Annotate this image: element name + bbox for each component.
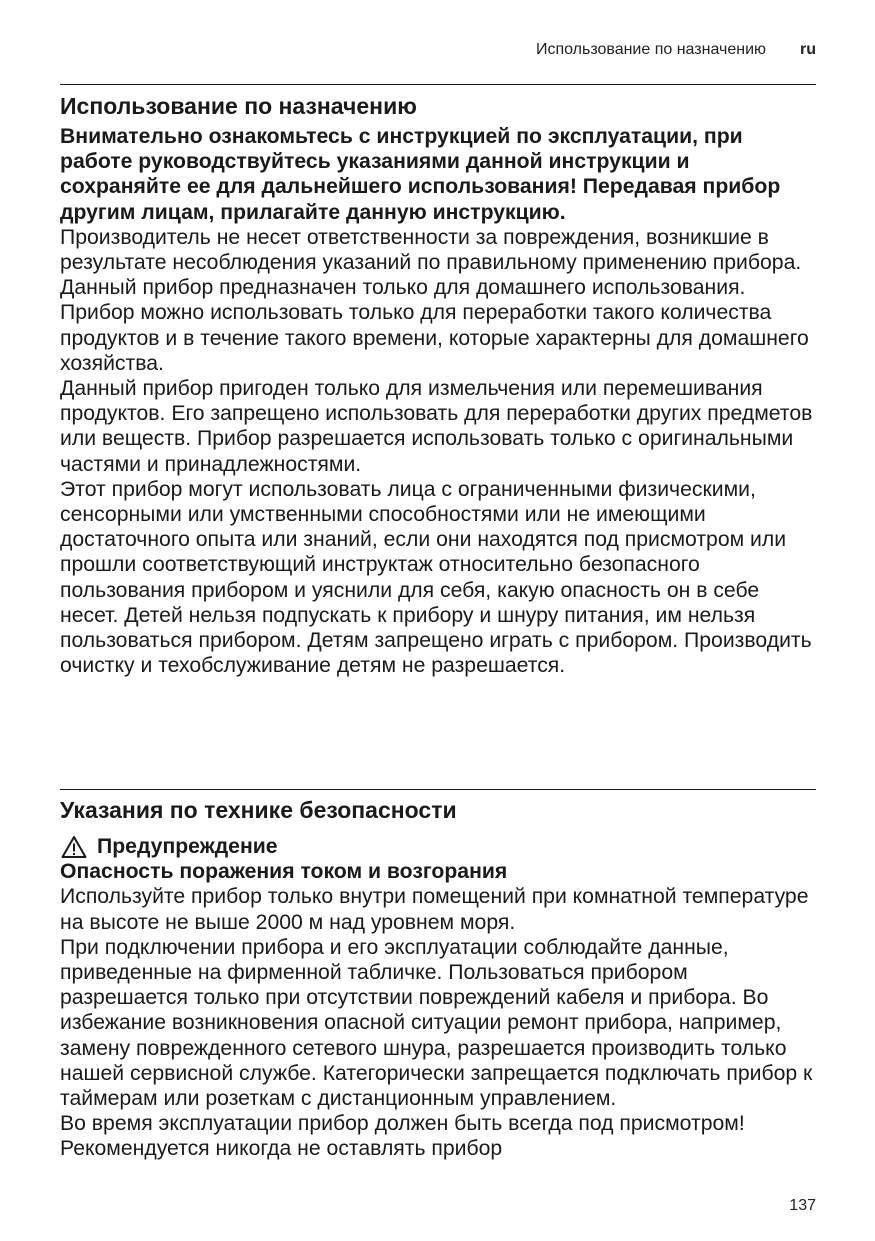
paragraph-liability: Производитель не несет ответственности за повреждения, возникшие в результате несоблюдения указаний по правильному применению прибора.	[60, 225, 802, 275]
running-header	[536, 40, 816, 60]
section-heading-safety: Указания по технике безопасности	[60, 797, 457, 823]
running-header-title: Использование по назначению	[535, 41, 766, 58]
intended-use-body	[60, 124, 816, 678]
paragraph-supervision: Во время эксплуатации прибор должен быть всегда под присмотром! Рекомендуется никогда не оставлять прибор	[60, 1112, 745, 1161]
paragraph-restricted-users: Этот прибор могут использовать лица с ограниченными физическими, сенсорными или умственными способностями или не имеющими достаточного опыта или знаний, если они находятся под присмотром или прошли соответствующий инструктаж относительно безопасного пользования прибором и уяснили для себя, какую опасность он в себе несет. Детей нельзя подпускать к прибору и шнуру питания, им нельзя пользоваться прибором. Детям запрещено играть с прибором. Производить очистку и техобслуживание детям не разрешается.	[60, 477, 812, 678]
bold-intro-paragraph: Внимательно ознакомьтесь с инструкцией по эксплуатации, при работе руководствуйтесь указаниями данной инструкции и сохраняйте ее для дальнейшего использования! Передавая прибор другим лицам, прилагайте данную инструкцию.	[60, 125, 781, 224]
paragraph-indoor-use: Используйте прибор только внутри помещений при комнатной температуре на высоте не выше 2000 м над уровнем моря.	[60, 885, 809, 934]
section-heading-intended-use: Использование по назначению	[60, 93, 417, 119]
warning-line	[60, 834, 816, 859]
safety-body	[60, 834, 816, 1162]
paragraph-connection: При подключении прибора и его эксплуатации соблюдайте данные, приведенные на фирменной табличке. Пользоваться прибором разрешается только при отсутствии повреждений кабеля и прибора. Во избежание возникновения опасной ситуации ремонт прибора, например, замену поврежденного сетевого шнура, разрешается производить только нашей сервисной службе. Категорически запрещается подключать прибор к таймерам или розеткам с дистанционным управлением.	[60, 935, 813, 1111]
paragraph-purpose: Данный прибор пригоден только для измельчения или перемешивания продуктов. Его запрещено использовать для переработки других предметов или веществ. Прибор разрешается использовать только с оригинальными частями и принадлежностями.	[60, 377, 813, 476]
hazard-title: Опасность поражения током и возгорания	[60, 860, 508, 884]
page-number: 137	[789, 1197, 816, 1214]
language-code: ru	[800, 41, 816, 58]
warning-triangle-icon	[61, 835, 87, 859]
paragraph-household-use: Данный прибор предназначен только для домашнего использования. Прибор можно использовать только для переработки такого количества продуктов и в течение такого времени, которые характерны для домашнего хозяйства.	[60, 276, 809, 375]
warning-label: Предупреждение	[97, 835, 278, 858]
section-divider	[60, 789, 816, 790]
manual-page	[60, 0, 816, 1241]
header-divider	[60, 84, 816, 85]
